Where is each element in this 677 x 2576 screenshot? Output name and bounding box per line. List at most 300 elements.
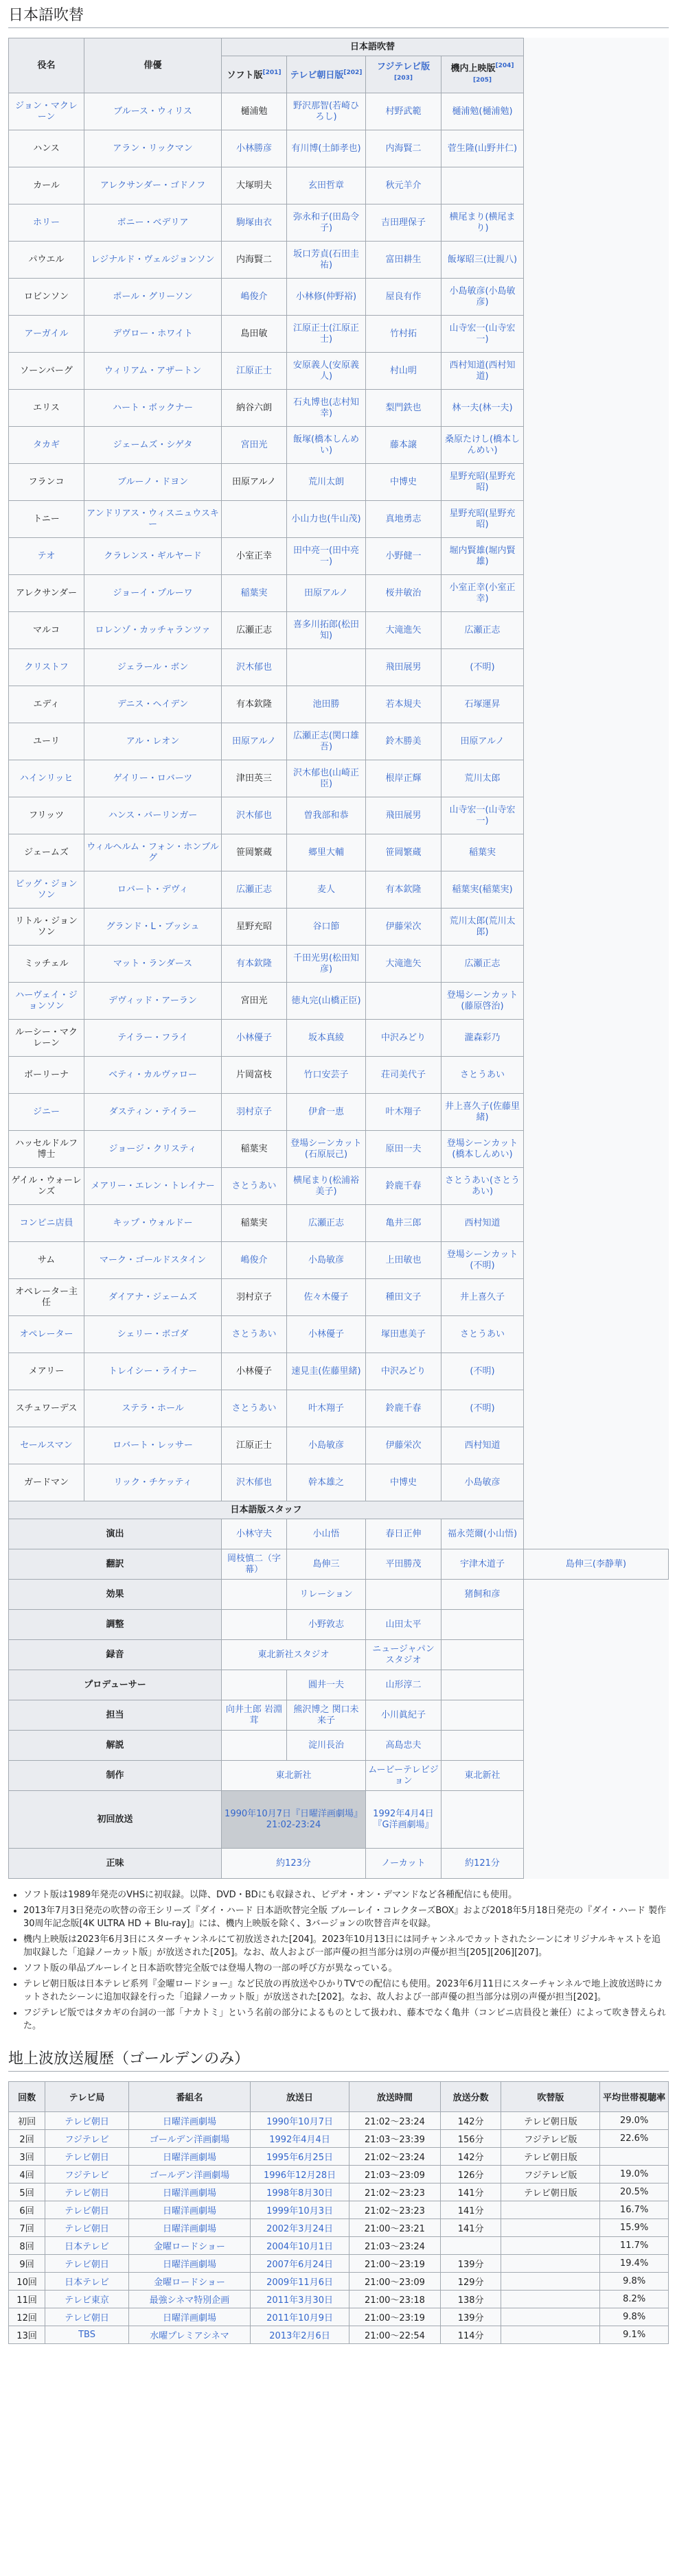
cast-body (9, 93, 669, 1501)
staff-cell[interactable]: ノーカット (366, 1849, 441, 1879)
cast-tva[interactable]: 荒川太朗 (287, 464, 366, 501)
cast-row (9, 167, 669, 204)
cast-role: ハンス (9, 130, 84, 167)
staff-cell[interactable]: 島伸三 (287, 1549, 366, 1580)
cast-cx[interactable]: 塚田恵美子 (366, 1316, 441, 1353)
cast-plane[interactable]: 菅生隆(山野井仁) (441, 130, 524, 167)
cast-row (9, 686, 669, 723)
cast-actor[interactable]: テイラー・フライ (84, 1020, 222, 1057)
cast-soft: 片岡富枝 (222, 1057, 287, 1094)
cast-actor[interactable]: グランド・L・ブッシュ (84, 909, 222, 946)
cast-actor[interactable]: ハート・ボックナー (84, 390, 222, 427)
cast-cx[interactable]: 中博史 (366, 1464, 441, 1501)
broadcast-date[interactable]: 2009年11月6日 (251, 2273, 349, 2291)
staff-cell[interactable]: 小野敦志 (287, 1610, 366, 1640)
cast-role: カール (9, 167, 84, 204)
cast-actor[interactable]: ブルーノ・ドヨン (84, 464, 222, 501)
staff-cell[interactable]: 1990年10月7日『日曜洋画劇場』21:02-23:24 (222, 1791, 366, 1849)
cast-cx[interactable]: 上田敏也 (366, 1242, 441, 1279)
cast-plane[interactable]: 荒川太郎(荒川太郎) (441, 909, 524, 946)
staff-cell[interactable]: 約123分 (222, 1849, 366, 1879)
staff-cell[interactable]: 小川眞紀子 (366, 1700, 441, 1731)
broadcast-program[interactable]: 日曜洋画劇場 (128, 2255, 250, 2273)
cast-cx[interactable]: 大滝進矢 (366, 612, 441, 649)
cast-cx[interactable]: 中沢みどり (366, 1353, 441, 1390)
cast-soft: 稲葉実 (222, 1131, 287, 1168)
broadcast-program[interactable]: 日曜洋画劇場 (128, 2183, 250, 2201)
staff-cell[interactable]: ムービーテレビジョン (366, 1761, 441, 1791)
broadcast-mins: 139分 (440, 2308, 501, 2326)
cast-cx[interactable]: 原田一夫 (366, 1131, 441, 1168)
cast-cx[interactable]: 伊藤栄次 (366, 1427, 441, 1464)
cast-tva[interactable]: 幹本雄之 (287, 1464, 366, 1501)
cast-soft: 江原正士 (222, 1427, 287, 1464)
cast-role: アレクサンダー (9, 575, 84, 612)
cast-actor[interactable]: メアリー・エレン・トレイナー (84, 1168, 222, 1205)
cast-role: オペレーター主任 (9, 1279, 84, 1316)
broadcast-rating: 11.7% (600, 2237, 669, 2255)
broadcast-mins: 138分 (440, 2291, 501, 2308)
broadcast-station[interactable]: TBS (45, 2326, 129, 2344)
cast-actor[interactable]: ウィルヘルム・フォン・ホンブルグ (84, 834, 222, 871)
cast-plane[interactable]: 山寺宏一(山寺宏一) (441, 797, 524, 834)
cast-cx[interactable]: 伊藤栄次 (366, 909, 441, 946)
staff-cell[interactable]: 小林守夫 (222, 1519, 287, 1549)
broadcast-station[interactable]: テレビ朝日 (45, 2219, 129, 2237)
cast-tva[interactable]: 小林修(仲野裕) (287, 279, 366, 316)
cast-soft: 沢木郁也 (222, 649, 287, 686)
broadcast-date[interactable]: 1996年12月28日 (251, 2166, 349, 2183)
cast-plane[interactable]: 小島敏彦 (441, 1464, 524, 1501)
cast-tva[interactable]: 有川博(土師孝也) (287, 130, 366, 167)
cast-cx[interactable]: 桜井敏治 (366, 575, 441, 612)
broadcast-row (9, 2201, 669, 2219)
cast-cx[interactable]: 飛田展男 (366, 649, 441, 686)
cast-row (9, 723, 669, 760)
cast-plane[interactable]: (不明) (441, 649, 524, 686)
cast-cx[interactable]: 村野武範 (366, 93, 441, 130)
cast-cx[interactable]: 梨門鉄也 (366, 390, 441, 427)
cast-plane[interactable]: さとうあい (441, 1316, 524, 1353)
cast-tva[interactable]: 麦人 (287, 871, 366, 909)
cast-row (9, 427, 669, 464)
cast-tva[interactable]: 横尾まり(松浦裕美子) (287, 1168, 366, 1205)
broadcast-station[interactable]: テレビ朝日 (45, 2308, 129, 2326)
broadcast-station[interactable]: 日本テレビ (45, 2237, 129, 2255)
cast-row (9, 204, 669, 242)
broadcast-date[interactable]: 2004年10月1日 (251, 2237, 349, 2255)
cast-cx[interactable]: 有本欽隆 (366, 871, 441, 909)
cast-actor[interactable]: ウィリアム・アザートン (84, 353, 222, 390)
staff-cell (222, 1610, 287, 1640)
cast-actor[interactable]: アラン・リックマン (84, 130, 222, 167)
broadcast-date[interactable]: 2011年3月30日 (251, 2291, 349, 2308)
cast-row (9, 1242, 669, 1279)
staff-cell[interactable]: 春日正伸 (366, 1519, 441, 1549)
cast-tva[interactable]: 坂口芳貞(石田圭祐) (287, 242, 366, 279)
broadcast-station[interactable]: テレビ東京 (45, 2291, 129, 2308)
cast-plane[interactable]: 井上喜久子(佐藤里緒) (441, 1094, 524, 1131)
cast-cx[interactable]: 中博史 (366, 464, 441, 501)
cast-plane[interactable]: 西村知道(西村知道) (441, 353, 524, 390)
staff-cell[interactable]: 岡枝慎二（字幕） (222, 1549, 287, 1580)
cast-actor[interactable]: ブルース・ウィリス (84, 93, 222, 130)
cast-cx[interactable]: 叶木翔子 (366, 1094, 441, 1131)
staff-label: 担当 (9, 1700, 222, 1731)
cast-cx[interactable]: 吉田理保子 (366, 204, 441, 242)
cast-actor[interactable]: ダスティン・テイラー (84, 1094, 222, 1131)
cast-cx[interactable]: 鈴鹿千春 (366, 1390, 441, 1427)
broadcast-rating: 19.0% (600, 2166, 669, 2183)
cast-tva[interactable]: 江原正士(江原正士) (287, 316, 366, 353)
broadcast-program[interactable]: ゴールデン洋画劇場 (128, 2166, 250, 2183)
cast-tva[interactable]: 速見圭(佐藤里緒) (287, 1353, 366, 1390)
cast-actor[interactable]: レジナルド・ヴェルジョンソン (84, 242, 222, 279)
cast-tva[interactable]: 広瀬正志 (287, 1205, 366, 1242)
staff-cell[interactable]: 圓井一夫 (287, 1670, 366, 1700)
cast-tva[interactable]: 弥永和子(田島令子) (287, 204, 366, 242)
staff-label: 制作 (9, 1761, 222, 1791)
broadcast-program[interactable]: ゴールデン洋画劇場 (128, 2130, 250, 2148)
cast-soft: 小室正幸 (222, 538, 287, 575)
cast-tva[interactable]: 小島敏彦 (287, 1427, 366, 1464)
broadcast-program[interactable]: 日曜洋画劇場 (128, 2148, 250, 2166)
cast-plane[interactable]: 稲葉実 (441, 834, 524, 871)
staff-label: 演出 (9, 1519, 222, 1549)
staff-cell[interactable]: 島伸三(李静華) (524, 1549, 669, 1580)
cast-actor[interactable]: ポール・グリーソン (84, 279, 222, 316)
cast-tva[interactable]: 曽我部和恭 (287, 797, 366, 834)
cast-tva[interactable]: 谷口節 (287, 909, 366, 946)
cast-actor[interactable]: キップ・ウォルドー (84, 1205, 222, 1242)
cast-plane[interactable]: 田原アルノ (441, 723, 524, 760)
cast-plane[interactable]: 西村知道 (441, 1427, 524, 1464)
cast-actor[interactable]: ジョージ・クリスティ (84, 1131, 222, 1168)
broadcast-version (501, 2291, 600, 2308)
cast-plane[interactable]: 登場シーンカット(藤原啓治) (441, 983, 524, 1020)
cast-tva[interactable]: 徳丸完(山橋正臣) (287, 983, 366, 1020)
header-dub-group: 日本語吹替 (222, 38, 524, 56)
broadcast-date[interactable]: 2011年10月9日 (251, 2308, 349, 2326)
broadcast-date[interactable]: 2007年6月24日 (251, 2255, 349, 2273)
cast-plane[interactable]: 瀧森彩乃 (441, 1020, 524, 1057)
cast-role: ビッグ・ジョンソン (9, 871, 84, 909)
staff-cell[interactable]: 平田勝茂 (366, 1549, 441, 1580)
cast-actor[interactable]: ベティ・カルヴァロー (84, 1057, 222, 1094)
cast-actor[interactable]: シェリー・ボゴダ (84, 1316, 222, 1353)
cast-cx[interactable]: 小野健一 (366, 538, 441, 575)
cast-plane[interactable]: 小室正幸(小室正幸) (441, 575, 524, 612)
cast-tva[interactable]: 玄田哲章 (287, 167, 366, 204)
cast-actor[interactable]: ロバート・レッサー (84, 1427, 222, 1464)
staff-cell[interactable]: 福永莞爾(小山悟) (441, 1519, 524, 1549)
cast-plane[interactable]: 樋浦勉(樋浦勉) (441, 93, 524, 130)
broadcast-rating: 9.1% (600, 2326, 669, 2344)
cast-cx[interactable]: 若本規夫 (366, 686, 441, 723)
broadcast-rating (600, 2148, 669, 2166)
cast-soft: 沢木郁也 (222, 1464, 287, 1501)
cast-plane[interactable]: 林一夫(林一夫) (441, 390, 524, 427)
staff-cell[interactable]: 1992年4月4日『G洋画劇場』 (366, 1791, 441, 1849)
broadcast-row (9, 2291, 669, 2308)
cast-row (9, 93, 669, 130)
cast-cx[interactable]: 富田耕生 (366, 242, 441, 279)
broadcast-header: 放送日 (251, 2082, 349, 2112)
cast-role: ミッチェル (9, 946, 84, 983)
broadcast-num: 6回 (9, 2201, 45, 2219)
staff-cell[interactable]: 約121分 (441, 1849, 524, 1879)
cast-plane[interactable]: 小島敏彦(小島敏彦) (441, 279, 524, 316)
broadcast-date[interactable]: 1990年10月7日 (251, 2112, 349, 2130)
staff-cell[interactable]: 猪飼和彦 (441, 1580, 524, 1610)
staff-label: 初回放送 (9, 1791, 222, 1849)
broadcast-date[interactable]: 2002年3月24日 (251, 2219, 349, 2237)
staff-cell[interactable]: ニュージャパンスタジオ (366, 1640, 441, 1670)
cast-tva[interactable]: 小山力也(牛山茂) (287, 501, 366, 538)
broadcast-mins: 142分 (440, 2112, 501, 2130)
cast-soft: 樋浦勉 (222, 93, 287, 130)
cast-tva[interactable]: 池田勝 (287, 686, 366, 723)
cast-actor[interactable]: ゲイリー・ロバーツ (84, 760, 222, 797)
cast-role: ボーリーナ (9, 1057, 84, 1094)
cast-role: オペレーター (9, 1316, 84, 1353)
cast-plane[interactable]: 桑原たけし(橋本しんめい) (441, 427, 524, 464)
broadcast-program[interactable]: 金曜ロードショー (128, 2273, 250, 2291)
cast-tva[interactable]: 喜多川拓郎(松田知) (287, 612, 366, 649)
cast-cx[interactable]: 亀井三郎 (366, 1205, 441, 1242)
cast-plane[interactable]: 井上喜久子 (441, 1279, 524, 1316)
dub-cast-table (8, 38, 669, 1879)
broadcast-num: 初回 (9, 2112, 45, 2130)
cast-tva[interactable]: 竹口安芸子 (287, 1057, 366, 1094)
cast-cx[interactable]: 種田文子 (366, 1279, 441, 1316)
staff-cell[interactable]: 小山悟 (287, 1519, 366, 1549)
cast-tva[interactable]: 小林優子 (287, 1316, 366, 1353)
cast-tva[interactable]: 千田光男(松田知彦) (287, 946, 366, 983)
cast-soft: 田原アルノ (222, 464, 287, 501)
cast-tva[interactable]: 田原アルノ (287, 575, 366, 612)
cast-actor[interactable]: デヴロー・ホワイト (84, 316, 222, 353)
staff-cell[interactable]: 淀川長治 (287, 1731, 366, 1761)
cast-role: ソーンバーグ (9, 353, 84, 390)
cast-cx[interactable]: 内海賢二 (366, 130, 441, 167)
staff-cell (222, 1580, 287, 1610)
cast-soft: さとうあい (222, 1168, 287, 1205)
cast-cx[interactable]: 屋良有作 (366, 279, 441, 316)
cast-plane[interactable]: (不明) (441, 1390, 524, 1427)
broadcast-program[interactable]: 日曜洋画劇場 (128, 2112, 250, 2130)
cast-plane[interactable]: 石塚運昇 (441, 686, 524, 723)
cast-actor[interactable]: アル・レオン (84, 723, 222, 760)
cast-cx[interactable]: 中沢みどり (366, 1020, 441, 1057)
cast-role: ジョン・マクレーン (9, 93, 84, 130)
broadcast-program[interactable]: 日曜洋画劇場 (128, 2219, 250, 2237)
broadcast-station[interactable]: テレビ朝日 (45, 2148, 129, 2166)
cast-plane[interactable]: 飯塚昭三(辻親八) (441, 242, 524, 279)
cast-actor[interactable]: クラレンス・ギルヤード (84, 538, 222, 575)
cast-tva[interactable]: 野沢那智(若崎ひろし) (287, 93, 366, 130)
cast-cx[interactable] (366, 983, 441, 1020)
cast-plane[interactable] (441, 167, 524, 204)
cast-plane[interactable]: 堀内賢雄(堀内賢雄) (441, 538, 524, 575)
broadcast-station[interactable]: テレビ朝日 (45, 2112, 129, 2130)
note-item: • 2013年7月3日発売の吹替の帝王シリーズ『ダイ・ハード 日本語吹替完全版 ブルーレイ・コレクターズBOX』および2018年5月18日発売の『ダイ・ハード 製作30周年記念版[4K ULTRA HD + Blu-ray]』には、機内上映版を除く、3バージョンの吹替音声を収録。 (23, 1904, 669, 1930)
cast-cx[interactable]: 笹岡繁蔵 (366, 834, 441, 871)
cast-actor[interactable]: リック・チケッティ (84, 1464, 222, 1501)
header-plane: 機内上映版[204][205] (441, 56, 524, 93)
broadcast-station[interactable]: フジテレビ (45, 2130, 129, 2148)
staff-cell[interactable]: 高島忠夫 (366, 1731, 441, 1761)
cast-actor[interactable]: ハンス・バーリンガー (84, 797, 222, 834)
staff-cell[interactable]: リレーション (287, 1580, 366, 1610)
cast-actor[interactable]: マット・ランダース (84, 946, 222, 983)
broadcast-program[interactable]: 日曜洋画劇場 (128, 2201, 250, 2219)
cast-row (9, 279, 669, 316)
cast-role: ルーシー・マクレーン (9, 1020, 84, 1057)
cast-role: フランコ (9, 464, 84, 501)
cast-cx[interactable]: 秋元羊介 (366, 167, 441, 204)
header-cx: フジテレビ版[203] (366, 56, 441, 93)
broadcast-station[interactable]: 日本テレビ (45, 2273, 129, 2291)
cast-role: スチュワーデス (9, 1390, 84, 1427)
cast-plane[interactable]: 星野充昭(星野充昭) (441, 464, 524, 501)
cast-plane[interactable]: 山寺宏一(山寺宏一) (441, 316, 524, 353)
cast-tva[interactable]: 沢木郁也(山崎正臣) (287, 760, 366, 797)
cast-tva[interactable]: 石丸博也(志村知幸) (287, 390, 366, 427)
cast-cx[interactable]: 竹村拓 (366, 316, 441, 353)
cast-plane[interactable]: 登場シーンカット(不明) (441, 1242, 524, 1279)
staff-cell[interactable]: 東北新社 (441, 1761, 524, 1791)
broadcast-station[interactable]: テレビ朝日 (45, 2183, 129, 2201)
broadcast-row (9, 2219, 669, 2237)
staff-cell[interactable]: 山形淳二 (366, 1670, 441, 1700)
broadcast-station[interactable]: テレビ朝日 (45, 2255, 129, 2273)
staff-cell[interactable]: 向井土郎 岩淵茸 (222, 1700, 287, 1731)
broadcast-header: 吹替版 (501, 2082, 600, 2112)
cast-actor[interactable]: ジェームズ・シゲタ (84, 427, 222, 464)
broadcast-time: 21:02〜23:23 (349, 2201, 440, 2219)
cast-actor[interactable]: マーク・ゴールドスタイン (84, 1242, 222, 1279)
cast-actor[interactable]: ステラ・ホール (84, 1390, 222, 1427)
broadcast-row (9, 2308, 669, 2326)
cast-plane[interactable]: 稲葉実(稲葉実) (441, 871, 524, 909)
cast-soft (222, 501, 287, 538)
cast-plane[interactable]: さとうあい(さとうあい) (441, 1168, 524, 1205)
cast-plane[interactable]: さとうあい (441, 1057, 524, 1094)
cast-cx[interactable]: 荘司美代子 (366, 1057, 441, 1094)
cast-actor[interactable]: アレクサンダー・ゴドノフ (84, 167, 222, 204)
cast-tva[interactable]: 坂本真綾 (287, 1020, 366, 1057)
broadcast-row (9, 2112, 669, 2130)
cast-cx[interactable]: 鈴鹿千春 (366, 1168, 441, 1205)
cast-cx[interactable]: 大滝進矢 (366, 946, 441, 983)
broadcast-body (9, 2112, 669, 2344)
cast-cx[interactable]: 藤本譲 (366, 427, 441, 464)
cast-plane[interactable]: 広瀬正志 (441, 612, 524, 649)
broadcast-date[interactable]: 1992年4月4日 (251, 2130, 349, 2148)
broadcast-date[interactable]: 1998年8月30日 (251, 2183, 349, 2201)
broadcast-mins: 142分 (440, 2148, 501, 2166)
cast-tva[interactable]: 飯塚(橋本しんめい) (287, 427, 366, 464)
cast-plane[interactable]: 星野充昭(星野充昭) (441, 501, 524, 538)
cast-actor[interactable]: ボニー・ベデリア (84, 204, 222, 242)
cast-plane[interactable]: 西村知道 (441, 1205, 524, 1242)
cast-actor[interactable]: ジェラール・ボン (84, 649, 222, 686)
cast-plane[interactable]: 登場シーンカット(橋本しんめい) (441, 1131, 524, 1168)
note-item: • ソフト版は1989年発売のVHSに初収録。以降、DVD・BDにも収録され、ビデオ・オン・デマンドなど各種配信にも使用。 (23, 1888, 669, 1901)
cast-tva[interactable]: 登場シーンカット(石原辰己) (287, 1131, 366, 1168)
section-title-dub: 日本語吹替 (8, 5, 669, 28)
cast-actor[interactable]: デヴィッド・アーラン (84, 983, 222, 1020)
staff-row (9, 1700, 669, 1731)
broadcast-station[interactable]: テレビ朝日 (45, 2201, 129, 2219)
cast-tva[interactable]: 伊倉一恵 (287, 1094, 366, 1131)
cast-row (9, 353, 669, 390)
cast-tva[interactable]: 小島敏彦 (287, 1242, 366, 1279)
staff-cell (441, 1731, 524, 1761)
cast-actor[interactable]: デニス・ヘイデン (84, 686, 222, 723)
cast-tva[interactable]: 広瀬正志(関口雄吾) (287, 723, 366, 760)
broadcast-program[interactable]: 水曜プレミアシネマ (128, 2326, 250, 2344)
cast-cx[interactable]: 鈴木勝美 (366, 723, 441, 760)
broadcast-station[interactable]: フジテレビ (45, 2166, 129, 2183)
staff-cell[interactable]: 東北新社スタジオ (222, 1640, 366, 1670)
cast-cx[interactable]: 飛田展男 (366, 797, 441, 834)
cast-tva[interactable]: 田中亮一(田中亮一) (287, 538, 366, 575)
broadcast-date[interactable]: 2013年2月6日 (251, 2326, 349, 2344)
staff-row (9, 1610, 669, 1640)
section-title-broadcast: 地上波放送履歴（ゴールデンのみ） (8, 2049, 669, 2072)
staff-cell[interactable]: 東北新社 (222, 1761, 366, 1791)
cast-cx[interactable]: 真地勇志 (366, 501, 441, 538)
cast-actor[interactable]: ロレンゾ・カッチャランツァ (84, 612, 222, 649)
cast-actor[interactable]: ダイアナ・ジェームズ (84, 1279, 222, 1316)
cast-tva[interactable]: 安原義人(安原義人) (287, 353, 366, 390)
cast-tva[interactable]: 郷里大輔 (287, 834, 366, 871)
cast-row (9, 649, 669, 686)
cast-role: タカギ (9, 427, 84, 464)
cast-role: エディ (9, 686, 84, 723)
cast-soft: 江原正士 (222, 353, 287, 390)
cast-plane[interactable]: (不明) (441, 1353, 524, 1390)
staff-cell[interactable]: 熊沢博之 関口未来子 (287, 1700, 366, 1731)
cast-tva[interactable]: 佐々木優子 (287, 1279, 366, 1316)
cast-actor[interactable]: トレイシー・ライナー (84, 1353, 222, 1390)
cast-actor[interactable]: ロバート・デヴィ (84, 871, 222, 909)
cast-role: アーガイル (9, 316, 84, 353)
cast-actor[interactable]: ジョーイ・プルーワ (84, 575, 222, 612)
cast-actor[interactable]: アンドリアス・ウィスニュウスキー (84, 501, 222, 538)
cast-role: サム (9, 1242, 84, 1279)
broadcast-program[interactable]: 日曜洋画劇場 (128, 2308, 250, 2326)
cast-plane[interactable]: 横尾まり(横尾まり) (441, 204, 524, 242)
broadcast-date[interactable]: 1999年10月3日 (251, 2201, 349, 2219)
broadcast-mins: 141分 (440, 2219, 501, 2237)
staff-cell[interactable]: 山田太平 (366, 1610, 441, 1640)
cast-cx[interactable]: 根岸正輝 (366, 760, 441, 797)
broadcast-date[interactable]: 1995年6月25日 (251, 2148, 349, 2166)
cast-cx[interactable]: 村山明 (366, 353, 441, 390)
cast-plane[interactable]: 荒川太郎 (441, 760, 524, 797)
broadcast-program[interactable]: 最強シネマ特別企画 (128, 2291, 250, 2308)
cast-plane[interactable]: 広瀬正志 (441, 946, 524, 983)
broadcast-program[interactable]: 金曜ロードショー (128, 2237, 250, 2255)
cast-tva[interactable]: 叶木翔子 (287, 1390, 366, 1427)
cast-role: ユーリ (9, 723, 84, 760)
cast-soft: 大塚明夫 (222, 167, 287, 204)
cast-tva[interactable] (287, 649, 366, 686)
staff-cell[interactable]: 宇津木道子 (441, 1549, 524, 1580)
